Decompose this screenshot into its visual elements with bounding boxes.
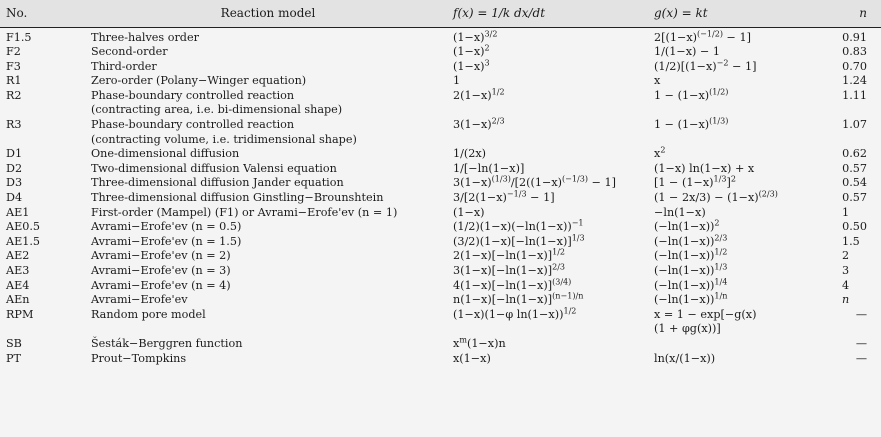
cell-g-x: [648, 191, 836, 206]
cell-g-x: [648, 89, 836, 118]
cell-g-x: [648, 293, 836, 308]
cell-f-x: $3/[2(1-x)^{-1/3} - 1]$: [453, 189, 555, 205]
model-name: Avrami−Erofe'ev (n = 2): [91, 249, 231, 263]
cell-no: R2: [6, 88, 22, 102]
cell-n: —: [855, 351, 867, 365]
cell-no: AE1.5: [6, 234, 41, 248]
table-row: [0, 249, 881, 264]
cell-f-x: $3(1-x)^{2/3}$: [453, 116, 505, 132]
cell-g-x: [648, 337, 836, 352]
table-row: [0, 352, 881, 367]
cell-no: AE4: [6, 278, 30, 292]
model-name: Avrami−Erofe'ev (n = 1.5): [91, 234, 242, 248]
cell-n: 1.5: [842, 234, 860, 248]
cell-g-x: [648, 27, 836, 45]
model-name: Three-dimensional diffusion Ginstling−Brounshtein: [91, 191, 384, 205]
cell-no: PT: [6, 351, 21, 365]
cell-g-x: [648, 45, 836, 60]
cell-n: 4: [842, 278, 850, 292]
cell-reaction-model: [83, 264, 447, 279]
cell-reaction-model: [83, 27, 447, 45]
header-no: No.: [0, 0, 83, 27]
cell-no: AE3: [6, 264, 30, 277]
cell-reaction-model: [83, 60, 447, 75]
cell-g-x: [648, 147, 836, 162]
g-formula: $1 - (1-x)^{(1/3)}$: [654, 116, 729, 132]
cell-f-x: $(1-x)^{3/2}$: [453, 28, 498, 44]
cell-reaction-model: [83, 147, 447, 162]
cell-n: 0.57: [842, 161, 867, 175]
g-formula: $[1 - (1-x)^{1/3}]^2$: [654, 174, 736, 190]
model-name: Avrami−Erofe'ev (n = 3): [91, 264, 231, 277]
cell-reaction-model: [83, 337, 447, 352]
cell-f-x: 1/(2x): [453, 147, 487, 161]
cell-f-x: 1/[−ln(1−x)]: [453, 161, 525, 175]
table-row: [0, 293, 881, 308]
cell-g-x: [648, 264, 836, 279]
table-row: [0, 308, 881, 337]
g-formula: $1 - (1-x)^{(1/2)}$: [654, 87, 729, 102]
cell-reaction-model: [83, 279, 447, 294]
cell-g-x: [648, 276, 836, 294]
g-formula: 1/(1−x) − 1: [654, 45, 721, 59]
cell-g-x: [648, 352, 836, 367]
cell-reaction-model: [83, 235, 447, 250]
g-formula: $(1 - 2x/3) - (1-x)^{(2/3)}$: [654, 189, 778, 205]
cell-g-x: [648, 206, 836, 221]
cell-reaction-model: [83, 45, 447, 60]
cell-n: 2: [842, 249, 850, 263]
model-name: Random pore model: [91, 307, 206, 321]
cell-no: D2: [6, 161, 23, 175]
model-name: Three-halves order: [91, 30, 199, 44]
cell-no: RPM: [6, 307, 34, 321]
g-formula-continued: (1 + φg(x))]: [654, 322, 721, 336]
model-name: Three-dimensional diffusion Jander equation: [91, 176, 344, 190]
cell-reaction-model: [83, 249, 447, 264]
cell-no: D1: [6, 147, 23, 161]
cell-f-x: $2(1-x)[-\ln(1-x)]^{1/2}$: [453, 247, 566, 263]
header-row: [0, 0, 881, 27]
table-row: [0, 206, 881, 221]
cell-no: AE0.5: [6, 220, 41, 234]
cell-g-x: [648, 74, 836, 89]
table-header: [0, 0, 881, 27]
cell-f-x: $(1/2)(1-x)(-\ln(1-x))^{-1}$: [453, 218, 584, 234]
table-row: [0, 220, 881, 235]
cell-f-x: $n(1-x)[-\ln(1-x)]^{(n-1)/n}$: [453, 291, 584, 307]
table-row: [0, 27, 881, 45]
g-formula: −ln(1−x): [654, 205, 706, 219]
g-formula: $(-\ln(1-x))^{1/n}$: [654, 291, 728, 307]
cell-no: F3: [6, 59, 21, 73]
cell-n: —: [855, 336, 867, 350]
cell-g-x: [648, 220, 836, 235]
g-formula: $(-\ln(1-x))^{1/2}$: [654, 247, 728, 263]
cell-reaction-model: [83, 162, 447, 177]
cell-g-x: [648, 308, 836, 337]
g-formula: $(-\ln(1-x))^{1/4}$: [654, 276, 728, 292]
cell-no: AE2: [6, 249, 30, 263]
header-n: n: [836, 0, 881, 27]
model-name: Avrami−Erofe'ev (n = 4): [91, 278, 231, 292]
model-name: Two-dimensional diffusion Valensi equation: [91, 161, 337, 175]
cell-g-x: [648, 162, 836, 177]
cell-no: D4: [6, 191, 23, 205]
cell-f-x: $(1-x)^2$: [453, 43, 490, 59]
table-row: [0, 176, 881, 191]
model-name: Zero-order (Polany−Winger equation): [91, 74, 307, 88]
cell-f-x: (1−x)(1−φ ln(1−x))$^{1/2}$: [453, 306, 577, 321]
cell-n: 0.50: [842, 220, 867, 234]
cell-n: 0.83: [842, 45, 867, 59]
model-name: Third-order: [91, 59, 157, 73]
g-formula: $(1/2)[(1-x)^{-2} - 1]$: [654, 57, 757, 73]
model-name: Phase-boundary controlled reaction: [91, 88, 295, 102]
cell-no: AE1: [6, 205, 30, 219]
g-formula: $x^2$: [654, 145, 666, 161]
model-description: (contracting area, i.e. bi-dimensional shape): [91, 103, 343, 117]
cell-reaction-model: [83, 176, 447, 191]
model-name: Prout−Tompkins: [91, 351, 187, 365]
cell-f-x: $3(1-x)^{(1/3)}/[2((1-x)^{(-1/3)} - 1]$: [453, 174, 616, 190]
cell-no: F1.5: [6, 30, 32, 44]
cell-f-x: $x^m(1-x)n$: [453, 335, 506, 350]
model-name: One-dimensional diffusion: [91, 147, 240, 161]
header-f-x: f(x) = 1/k dx/dt: [447, 0, 648, 27]
table-row: [0, 264, 881, 279]
cell-f-x: x(1−x): [453, 351, 491, 365]
cell-no: R1: [6, 74, 22, 88]
cell-n: 0.70: [842, 59, 867, 73]
model-description: (contracting volume, i.e. tridimensional shape): [91, 132, 357, 146]
cell-g-x: [648, 176, 836, 191]
cell-f-x: $(3/2)(1-x)[-\ln(1-x)]^{1/3}$: [453, 233, 585, 248]
cell-reaction-model: [83, 308, 447, 337]
model-name: Phase-boundary controlled reaction: [91, 118, 295, 132]
cell-n: 0.57: [842, 191, 867, 205]
table-row: [0, 279, 881, 294]
cell-no: SB: [6, 336, 22, 350]
g-formula: $(-\ln(1-x))^2$: [654, 218, 720, 234]
cell-reaction-model: [83, 352, 447, 367]
cell-no: R3: [6, 118, 22, 132]
cell-f-x: $2(1-x)^{1/2}$: [453, 87, 505, 102]
g-formula: x = 1 − exp[−g(x): [654, 307, 757, 321]
g-formula: $2[(1-x)^{(-1/2)} - 1]$: [654, 28, 751, 44]
cell-f-x: 1: [453, 74, 461, 88]
header-reaction-model: Reaction model: [83, 0, 447, 27]
cell-f-x: (1−x): [453, 205, 485, 219]
cell-reaction-model: [83, 293, 447, 308]
cell-no: F2: [6, 45, 21, 59]
cell-n: —: [855, 307, 867, 321]
table-body: [0, 27, 881, 366]
cell-n: 0.91: [842, 30, 867, 44]
table-row: [0, 235, 881, 250]
cell-n: n: [842, 293, 850, 307]
table-row: [0, 147, 881, 162]
table-row: [0, 118, 881, 147]
cell-n: 3: [842, 264, 850, 277]
cell-n: 1.07: [842, 118, 867, 132]
g-formula: ln(x/(1−x)): [654, 351, 716, 365]
table-row: [0, 74, 881, 89]
cell-n: 0.62: [842, 147, 867, 161]
cell-n: 1.11: [842, 88, 867, 102]
model-name: First-order (Mampel) (F1) or Avrami−Erofe'ev (n = 1): [91, 205, 398, 219]
cell-g-x: [648, 235, 836, 250]
model-name: Second-order: [91, 45, 168, 59]
cell-reaction-model: [83, 206, 447, 221]
cell-f-x: $3(1-x)[-\ln(1-x)]^{2/3}$: [453, 262, 566, 277]
cell-n: 1.24: [842, 74, 867, 88]
cell-g-x: [648, 118, 836, 147]
cell-reaction-model: [83, 74, 447, 89]
model-name: Avrami−Erofe'ev (n = 0.5): [91, 220, 242, 234]
model-name: Avrami−Erofe'ev: [91, 293, 188, 307]
cell-g-x: [648, 57, 836, 75]
cell-f-x: $4(1-x)[-\ln(1-x)]^{(3/4)}$: [453, 276, 572, 292]
table-row: [0, 60, 881, 75]
table-row: [0, 45, 881, 60]
cell-no: D3: [6, 176, 23, 190]
table-row: [0, 191, 881, 206]
header-g-x: g(x) = kt: [648, 0, 836, 27]
g-formula: $(-\ln(1-x))^{1/3}$: [654, 262, 728, 277]
cell-reaction-model: [83, 191, 447, 206]
g-formula: x: [654, 74, 661, 88]
cell-no: AEn: [6, 293, 30, 307]
table-row: [0, 337, 881, 352]
cell-n: 0.54: [842, 176, 867, 190]
cell-reaction-model: [83, 118, 447, 147]
model-name: Šesták−Berggren function: [91, 336, 243, 350]
cell-reaction-model: [83, 220, 447, 235]
cell-f-x: $(1-x)^3$: [453, 57, 490, 73]
cell-reaction-model: [83, 89, 447, 118]
cell-g-x: [648, 249, 836, 264]
g-formula: $(-\ln(1-x))^{2/3}$: [654, 233, 728, 248]
table-row: [0, 89, 881, 118]
table-row: [0, 162, 881, 177]
g-formula: (1−x) ln(1−x) + x: [654, 161, 755, 175]
cell-n: 1: [842, 205, 850, 219]
